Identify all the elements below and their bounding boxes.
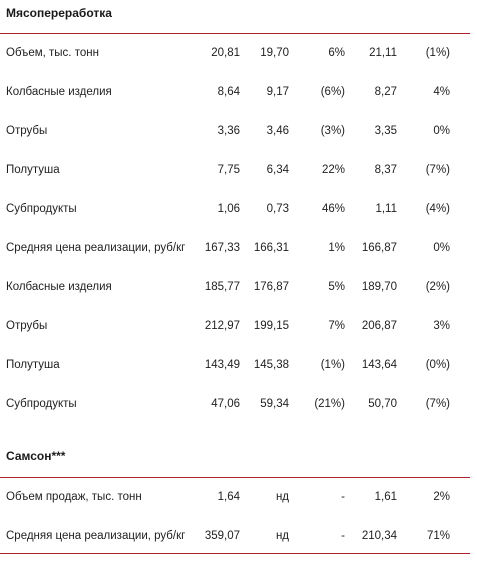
value-col-2: 9,17: [266, 86, 289, 98]
value-col-2: 176,87: [253, 281, 289, 293]
value-col-1: 143,49: [204, 359, 240, 371]
value-col-2: 199,15: [253, 320, 289, 332]
value-col-4: 8,37: [374, 164, 397, 176]
value-col-4: 1,11: [375, 203, 397, 215]
table-row: [0, 357, 477, 396]
value-col-2: 19,70: [260, 47, 289, 59]
row-label: Субпродукты: [6, 203, 77, 215]
row-label: Субпродукты: [6, 398, 77, 410]
row-label: Отрубы: [6, 320, 48, 332]
value-col-4: 166,87: [361, 242, 397, 254]
value-col-2: 145,38: [253, 359, 289, 371]
row-label: Объем продаж, тыс. тонн: [6, 491, 142, 503]
value-col-1: 47,06: [211, 398, 240, 410]
change-col-5: (4%): [425, 203, 450, 215]
row-label: Колбасные изделия: [6, 281, 112, 293]
change-col-3: 46%: [321, 203, 345, 215]
value-col-4: 210,34: [361, 530, 397, 542]
change-col-5: 71%: [426, 530, 450, 542]
change-col-5: 2%: [433, 491, 450, 503]
table-row: [0, 45, 477, 84]
value-col-4: 189,70: [361, 281, 397, 293]
section-title-meat-processing: Мясопереработка: [6, 6, 112, 20]
change-col-3: 22%: [321, 164, 345, 176]
table-row: [0, 201, 477, 240]
row-label: Колбасные изделия: [6, 86, 112, 98]
change-col-3: (21%): [314, 398, 345, 410]
table-row: [0, 240, 477, 279]
change-col-5: (2%): [425, 281, 450, 293]
row-label: Полутуша: [6, 164, 60, 176]
change-col-3: (6%): [320, 86, 345, 98]
row-label: Средняя цена реализации, руб/кг: [6, 530, 186, 542]
value-col-2: нд: [275, 530, 289, 542]
value-col-1: 20,81: [211, 47, 240, 59]
value-col-4: 8,27: [374, 86, 397, 98]
row-label: Отрубы: [6, 125, 48, 137]
value-col-2: 166,31: [253, 242, 289, 254]
value-col-2: 3,46: [266, 125, 289, 137]
table-row: [0, 123, 477, 162]
table-row: [0, 162, 477, 201]
value-col-1: 1,06: [217, 203, 240, 215]
value-col-1: 359,07: [204, 530, 240, 542]
value-col-2: нд: [275, 491, 289, 503]
table-row: [0, 528, 477, 567]
change-col-5: (1%): [425, 47, 450, 59]
value-col-1: 3,36: [217, 125, 240, 137]
change-col-5: 0%: [433, 242, 450, 254]
change-col-5: (7%): [425, 164, 450, 176]
change-col-3: 6%: [328, 47, 345, 59]
value-col-1: 212,97: [204, 320, 240, 332]
value-col-1: 1,64: [217, 491, 240, 503]
row-label: Полутуша: [6, 359, 60, 371]
row-label: Средняя цена реализации, руб/кг: [6, 242, 186, 254]
table-bottom-divider: [0, 553, 470, 554]
value-col-4: 21,11: [369, 47, 397, 59]
value-col-1: 185,77: [204, 281, 240, 293]
section-title-samson: Самсон***: [6, 449, 66, 463]
value-col-2: 0,73: [266, 203, 289, 215]
value-col-2: 6,34: [266, 164, 289, 176]
change-col-3: (1%): [320, 359, 345, 371]
table-row: [0, 396, 477, 435]
change-col-5: 0%: [433, 125, 450, 137]
value-col-2: 59,34: [260, 398, 289, 410]
value-col-4: 1,61: [374, 491, 397, 503]
row-label: Объем, тыс. тонн: [6, 47, 99, 59]
change-col-3: -: [341, 491, 345, 503]
change-col-5: (7%): [425, 398, 450, 410]
value-col-1: 8,64: [217, 86, 240, 98]
section-divider: [0, 33, 470, 34]
change-col-3: 5%: [328, 281, 345, 293]
change-col-3: (3%): [320, 125, 345, 137]
change-col-3: -: [341, 530, 345, 542]
value-col-1: 167,33: [204, 242, 240, 254]
table-row: [0, 489, 477, 528]
value-col-1: 7,75: [217, 164, 240, 176]
value-col-4: 143,64: [361, 359, 397, 371]
change-col-5: 3%: [433, 320, 450, 332]
value-col-4: 3,35: [374, 125, 397, 137]
section-divider: [0, 477, 470, 478]
table-row: [0, 84, 477, 123]
value-col-4: 206,87: [361, 320, 397, 332]
value-col-4: 50,70: [368, 398, 397, 410]
change-col-3: 7%: [328, 320, 345, 332]
change-col-5: (0%): [425, 359, 450, 371]
table-row: [0, 279, 477, 318]
table-row: [0, 318, 477, 357]
change-col-3: 1%: [328, 242, 345, 254]
change-col-5: 4%: [433, 86, 450, 98]
